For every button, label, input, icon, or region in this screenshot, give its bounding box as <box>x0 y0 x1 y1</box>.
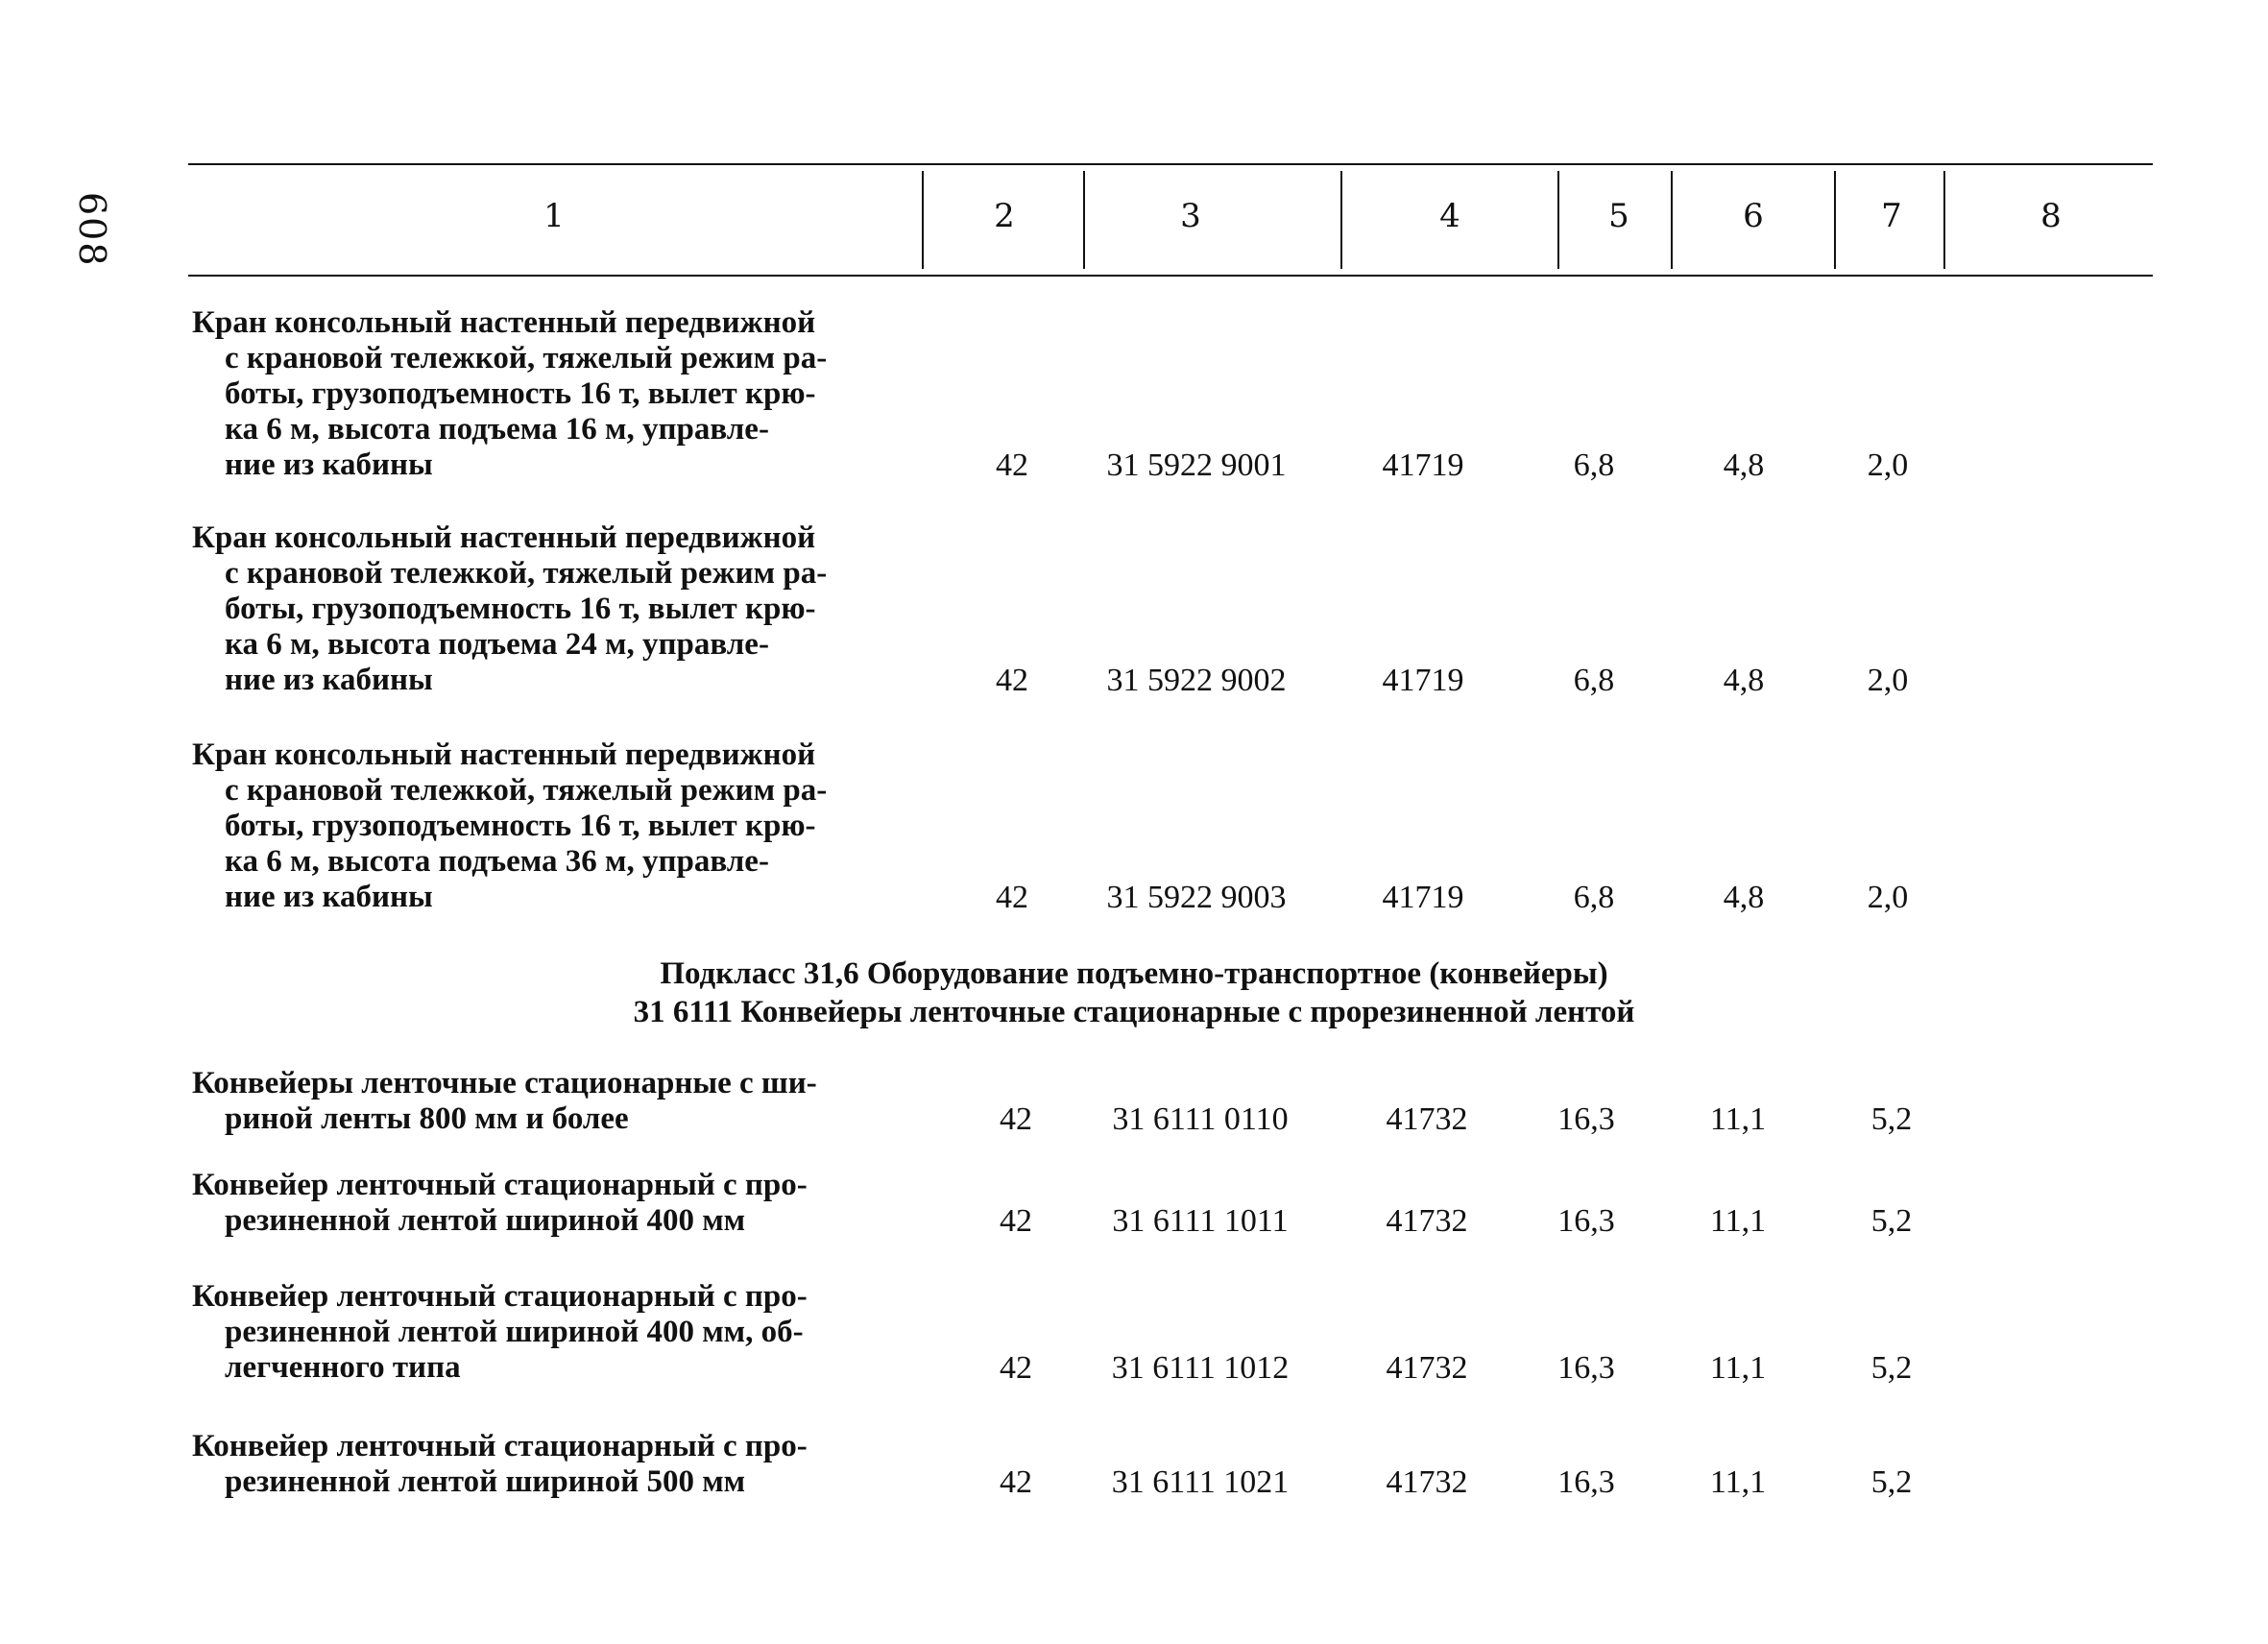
desc-line: ние из кабины <box>225 880 433 914</box>
cell-col3: 31 5922 9002 <box>1106 663 1287 698</box>
cell-col6: 11,1 <box>1709 1101 1767 1137</box>
header-separator <box>1834 171 1836 269</box>
desc-line: Конвейеры ленточные стационарные с ши- <box>192 1066 817 1100</box>
desc-line: резиненной лентой шириной 400 мм <box>225 1203 746 1238</box>
header-separator <box>1671 171 1673 269</box>
cell-col4: 41719 <box>1382 663 1464 698</box>
header-col-7: 7 <box>1881 197 1902 235</box>
desc-line: Конвейер ленточный стационарный с про- <box>192 1429 808 1463</box>
cell-col6: 4,8 <box>1723 663 1765 698</box>
page-number: 608 <box>71 192 113 268</box>
cell-col5: 16,3 <box>1557 1350 1615 1386</box>
header-col-2: 2 <box>994 197 1015 235</box>
cell-col5: 6,8 <box>1573 447 1615 483</box>
row-description <box>192 1429 922 1500</box>
row-description <box>192 1066 922 1137</box>
desc-line: резиненной лентой шириной 400 мм, об- <box>225 1315 804 1349</box>
cell-col2: 42 <box>1000 1203 1032 1239</box>
subclass-title: Подкласс 31,6 Оборудование подъемно-транспортное (конвейеры) <box>660 956 1608 991</box>
desc-line: ка 6 м, высота подъема 36 м, управле- <box>225 844 769 879</box>
cell-col4: 41732 <box>1386 1464 1468 1500</box>
cell-col2: 42 <box>1000 1350 1032 1386</box>
cell-col7: 2,0 <box>1867 663 1909 698</box>
cell-col5: 16,3 <box>1557 1464 1615 1500</box>
row-description <box>192 305 922 483</box>
desc-line: ние из кабины <box>225 447 433 482</box>
header-col-3: 3 <box>1180 197 1201 235</box>
desc-line: боты, грузоподъемность 16 т, вылет крю- <box>225 809 816 843</box>
desc-line: риной ленты 800 мм и более <box>225 1101 629 1136</box>
row-description <box>192 1168 922 1239</box>
desc-line: с крановой тележкой, тяжелый режим ра- <box>225 341 828 375</box>
subclass-heading <box>0 955 2268 1031</box>
cell-col2: 42 <box>996 880 1028 915</box>
header-col-1: 1 <box>543 197 565 235</box>
cell-col5: 16,3 <box>1557 1203 1615 1239</box>
header-separator <box>1943 171 1945 269</box>
desc-line: Кран консольный настенный передвижной <box>192 305 816 340</box>
row-description <box>192 520 922 698</box>
cell-col6: 11,1 <box>1709 1464 1767 1500</box>
cell-col7: 2,0 <box>1867 880 1909 915</box>
desc-line: Кран консольный настенный передвижной <box>192 737 816 772</box>
desc-line: с крановой тележкой, тяжелый режим ра- <box>225 773 828 808</box>
cell-col4: 41719 <box>1382 447 1464 483</box>
cell-col2: 42 <box>1000 1101 1032 1137</box>
header-separator <box>1340 171 1342 269</box>
cell-col2: 42 <box>1000 1464 1032 1500</box>
header-col-6: 6 <box>1743 197 1764 235</box>
cell-col5: 6,8 <box>1573 663 1615 698</box>
desc-line: боты, грузоподъемность 16 т, вылет крю- <box>225 592 816 626</box>
cell-col5: 16,3 <box>1557 1101 1615 1137</box>
cell-col7: 5,2 <box>1870 1464 1913 1500</box>
cell-col4: 41732 <box>1386 1101 1468 1137</box>
cell-col4: 41732 <box>1386 1203 1468 1239</box>
header-col-4: 4 <box>1439 197 1460 235</box>
cell-col6: 11,1 <box>1709 1350 1767 1386</box>
header-top-rule <box>188 163 2153 165</box>
cell-col2: 42 <box>996 447 1028 483</box>
cell-col6: 4,8 <box>1723 880 1765 915</box>
cell-col6: 4,8 <box>1723 447 1765 483</box>
header-bottom-rule <box>188 275 2153 277</box>
cell-col7: 5,2 <box>1870 1101 1913 1137</box>
header-col-8: 8 <box>2040 197 2062 235</box>
header-separator <box>1557 171 1559 269</box>
cell-col7: 2,0 <box>1867 447 1909 483</box>
cell-col6: 11,1 <box>1709 1203 1767 1239</box>
desc-line: легченного типа <box>225 1350 461 1385</box>
desc-line: боты, грузоподъемность 16 т, вылет крю- <box>225 376 816 411</box>
cell-col3: 31 5922 9003 <box>1106 880 1287 915</box>
cell-col4: 41719 <box>1382 880 1464 915</box>
desc-line: с крановой тележкой, тяжелый режим ра- <box>225 556 828 591</box>
row-description <box>192 737 922 915</box>
desc-line: ние из кабины <box>225 663 433 697</box>
desc-line: Конвейер ленточный стационарный с про- <box>192 1168 808 1202</box>
cell-col4: 41732 <box>1386 1350 1468 1386</box>
desc-line: ка 6 м, высота подъема 24 м, управле- <box>225 627 769 662</box>
row-description <box>192 1279 922 1386</box>
cell-col7: 5,2 <box>1870 1203 1913 1239</box>
cell-col3: 31 6111 1011 <box>1112 1203 1289 1239</box>
cell-col3: 31 6111 1012 <box>1111 1350 1290 1386</box>
desc-line: Конвейер ленточный стационарный с про- <box>192 1279 808 1314</box>
header-separator <box>922 171 924 269</box>
cell-col2: 42 <box>996 663 1028 698</box>
cell-col5: 6,8 <box>1573 880 1615 915</box>
desc-line: Кран консольный настенный передвижной <box>192 520 816 555</box>
desc-line: резиненной лентой шириной 500 мм <box>225 1464 746 1499</box>
subclass-group-title: 31 6111 Конвейеры ленточные стационарные с прорезиненной лентой <box>633 995 1635 1029</box>
header-separator <box>1083 171 1085 269</box>
desc-line: ка 6 м, высота подъема 16 м, управле- <box>225 412 769 447</box>
cell-col3: 31 6111 1021 <box>1111 1464 1290 1500</box>
cell-col7: 5,2 <box>1870 1350 1913 1386</box>
cell-col3: 31 5922 9001 <box>1106 447 1287 483</box>
cell-col3: 31 6111 0110 <box>1112 1101 1289 1137</box>
header-col-5: 5 <box>1608 197 1629 235</box>
